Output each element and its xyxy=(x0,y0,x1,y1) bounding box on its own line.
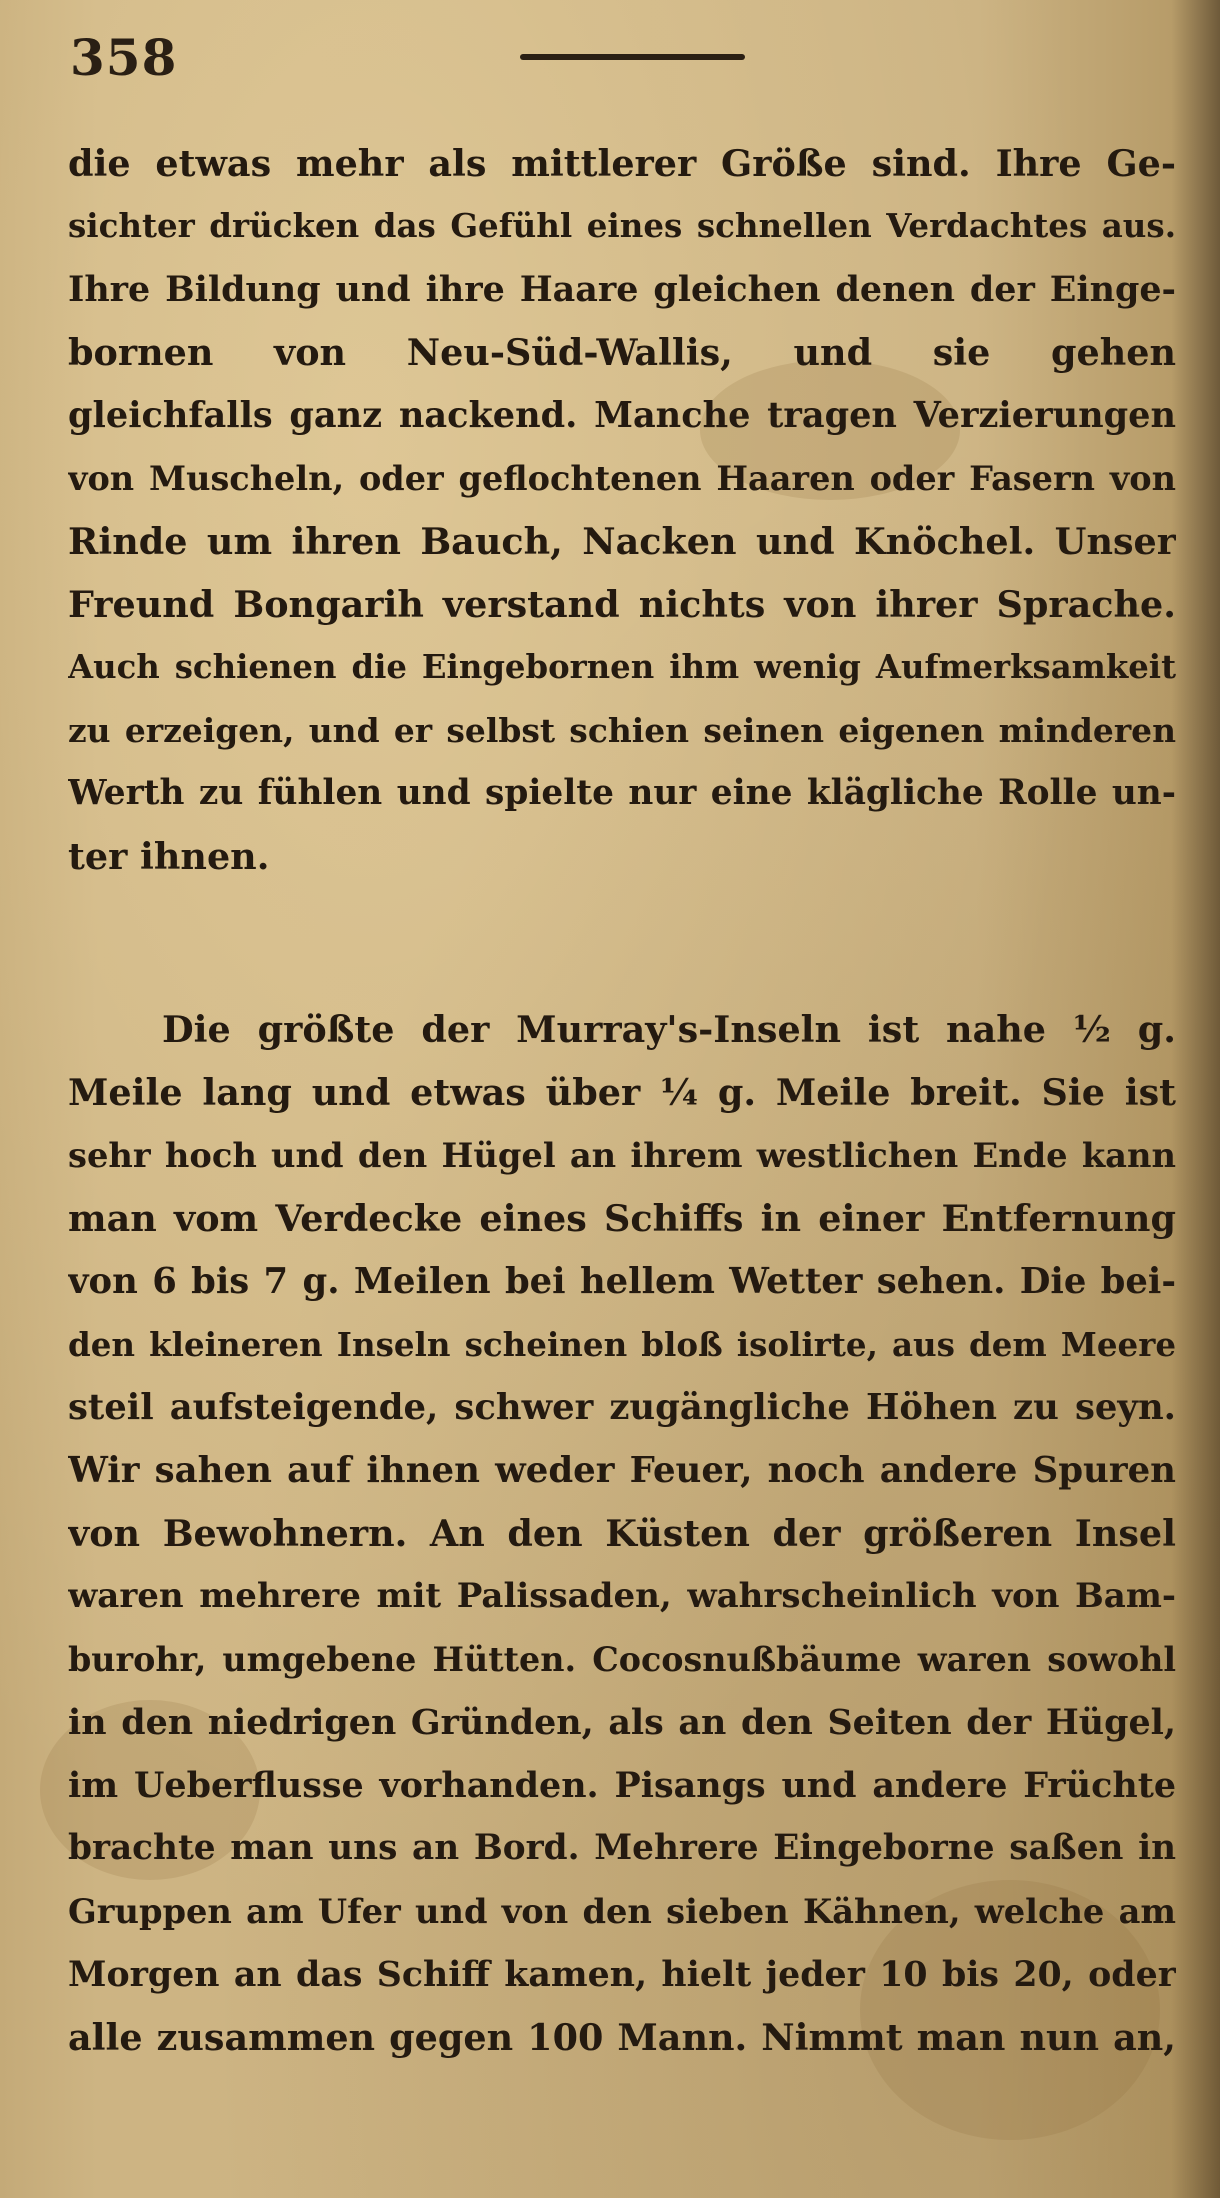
text-line: Gruppen am Ufer und von den sieben Kähnen, welche am xyxy=(68,1891,1176,1931)
paragraph-1 xyxy=(68,132,1176,888)
text-line: Auch schienen die Eingebornen ihm wenig Aufmerksamkeit xyxy=(68,648,1176,686)
text-line: alle zusammen gegen 100 Mann. Nimmt man nun an, xyxy=(68,2016,1176,2059)
text-line: den kleineren Inseln scheinen bloß isolirte, aus dem Meere xyxy=(68,1325,1176,1364)
text-line: von Muscheln, oder geflochtenen Haaren oder Fasern von xyxy=(68,459,1176,498)
text-line: die etwas mehr als mittlerer Größe sind. Ihre Ge- xyxy=(68,142,1176,185)
text-line: man vom Verdecke eines Schiffs in einer Entfernung xyxy=(68,1197,1176,1240)
text-line: burohr, umgebene Hütten. Cocosnußbäume waren sowohl xyxy=(68,1640,1176,1679)
text-line: gleichfalls ganz nackend. Manche tragen Verzierungen xyxy=(68,395,1176,436)
text-line: in den niedrigen Gründen, als an den Seiten der Hügel, xyxy=(68,1702,1176,1743)
text-line: ter ihnen. xyxy=(68,835,270,878)
text-line: sehr hoch und den Hügel an ihrem westlichen Ende kann xyxy=(68,1135,1176,1175)
text-line: Morgen an das Schiff kamen, hielt jeder 10 bis 20, oder xyxy=(68,1954,1176,1995)
text-line: Freund Bongarih verstand nichts von ihrer Sprache. xyxy=(68,583,1176,626)
text-line: Rinde um ihren Bauch, Nacken und Knöchel. Unser xyxy=(68,520,1176,563)
text-line: sichter drücken das Gefühl eines schnellen Verdachtes aus. xyxy=(68,207,1176,245)
text-line: waren mehrere mit Palissaden, wahrscheinlich von Bam- xyxy=(68,1576,1176,1616)
text-line: im Ueberflusse vorhanden. Pisangs und andere Früchte xyxy=(68,1765,1176,1806)
page-number: 358 xyxy=(70,28,178,87)
text-line: von 6 bis 7 g. Meilen bei hellem Wetter sehen. Die bei- xyxy=(68,1261,1176,1302)
text-line: von Bewohnern. An den Küsten der größeren Insel xyxy=(68,1512,1176,1555)
text-line: steil aufsteigende, schwer zugängliche Höhen zu seyn. xyxy=(68,1387,1176,1428)
text-line: zu erzeigen, und er selbst schien seinen eigenen minderen xyxy=(68,711,1176,750)
header-rule xyxy=(520,54,745,60)
text-line: brachte man uns an Bord. Mehrere Eingeborne saßen in xyxy=(68,1828,1176,1868)
text-line: Wir sahen auf ihnen weder Feuer, noch andere Spuren xyxy=(68,1450,1176,1491)
text-line: bornen von Neu-Süd-Wallis, und sie gehen xyxy=(68,331,1176,374)
paragraph-2 xyxy=(68,998,1176,2069)
text-line: Die größte der Murray's-Inseln ist nahe ½ g. xyxy=(162,1008,1176,1051)
text-line: Meile lang und etwas über ¼ g. Meile breit. Sie ist xyxy=(68,1071,1176,1114)
text-line: Werth zu fühlen und spielte nur eine klägliche Rolle un- xyxy=(68,773,1176,813)
text-line: Ihre Bildung und ihre Haare gleichen denen der Einge- xyxy=(68,269,1176,310)
